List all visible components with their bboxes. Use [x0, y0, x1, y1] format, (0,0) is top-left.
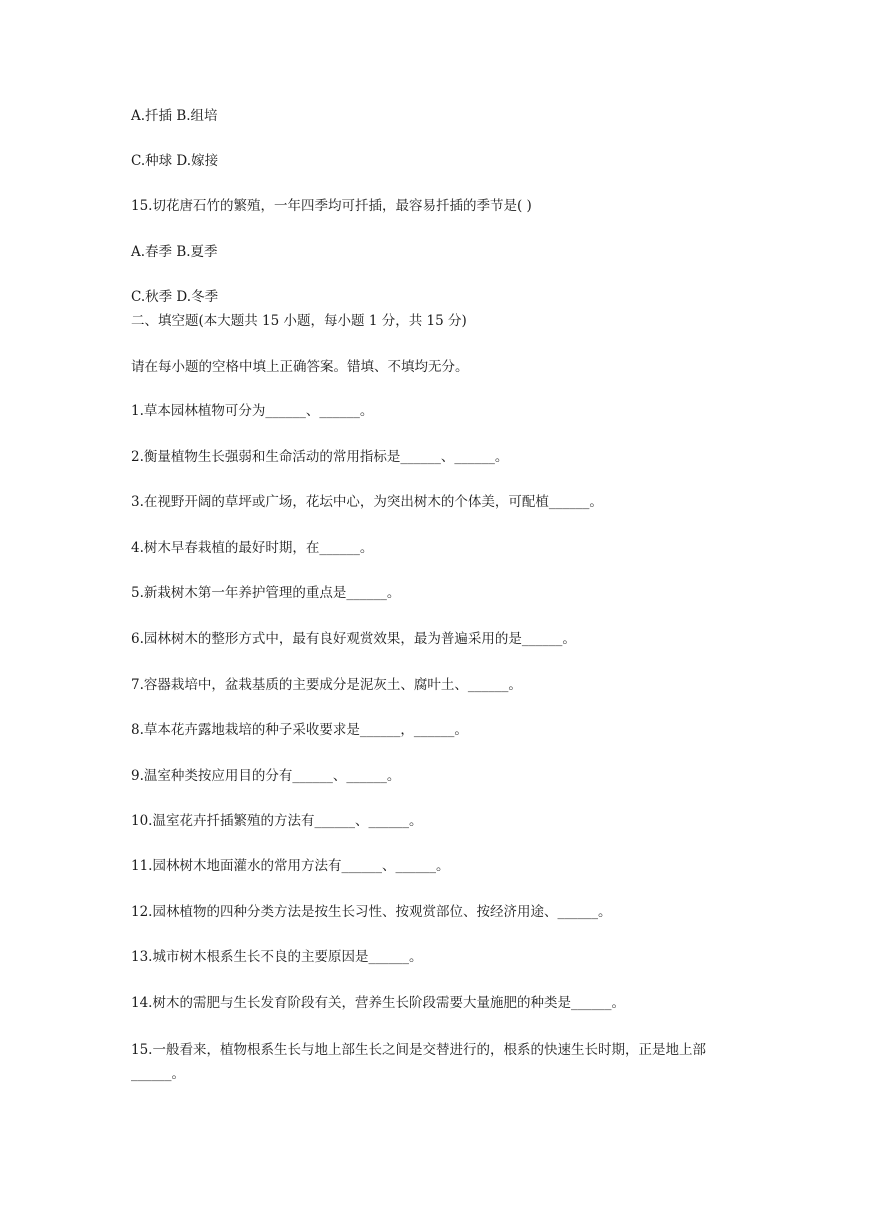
fill-question-3: 3.在视野开阔的草坪或广场，花坛中心，为突出树木的个体美，可配植______。: [131, 494, 603, 510]
option-line-c-d: C.秋季 D.冬季: [131, 289, 219, 305]
fill-question-7: 7.容器栽培中，盆栽基质的主要成分是泥灰土、腐叶土、______。: [131, 677, 522, 693]
option-line-a-b: A.扦插 B.组培: [131, 108, 218, 124]
option-line-a-b: A.春季 B.夏季: [131, 244, 218, 260]
fill-question-8: 8.草本花卉露地栽培的种子采收要求是______，______。: [131, 722, 468, 738]
fill-question-4: 4.树木早春栽植的最好时期，在______。: [131, 540, 374, 556]
fill-question-11: 11.园林树木地面灌水的常用方法有______、______。: [131, 858, 450, 874]
fill-question-10: 10.温室花卉扦插繁殖的方法有______、______。: [131, 813, 423, 829]
fill-question-12: 12.园林植物的四种分类方法是按生长习性、按观赏部位、按经济用途、______。: [131, 904, 612, 920]
option-line-c-d: C.种球 D.嫁接: [131, 153, 219, 169]
fill-question-13: 13.城市树木根系生长不良的主要原因是______。: [131, 949, 423, 965]
fill-question-6: 6.园林树木的整形方式中，最有良好观赏效果，最为普遍采用的是______。: [131, 631, 576, 647]
fill-question-14: 14.树木的需肥与生长发育阶段有关，营养生长阶段需要大量施肥的种类是______。: [131, 995, 625, 1011]
fill-question-9: 9.温室种类按应用目的分有______、______。: [131, 768, 401, 784]
fill-question-2: 2.衡量植物生长强弱和生命活动的常用指标是______、______。: [131, 449, 509, 465]
fill-question-5: 5.新栽树木第一年养护管理的重点是______。: [131, 585, 401, 601]
fill-question-15: 15.一般看来，植物根系生长与地上部生长之间是交替进行的，根系的快速生长时期，正是地上部______。: [131, 1042, 706, 1082]
section-instructions: 请在每小题的空格中填上正确答案。错填、不填均无分。: [131, 359, 469, 375]
fill-question-1: 1.草本园林植物可分为______、______。: [131, 403, 374, 419]
section-heading: 二、填空题(本大题共 15 小题，每小题 1 分，共 15 分): [131, 313, 467, 329]
question-15: 15.切花唐石竹的繁殖，一年四季均可扦插，最容易扦插的季节是( ): [131, 198, 532, 214]
